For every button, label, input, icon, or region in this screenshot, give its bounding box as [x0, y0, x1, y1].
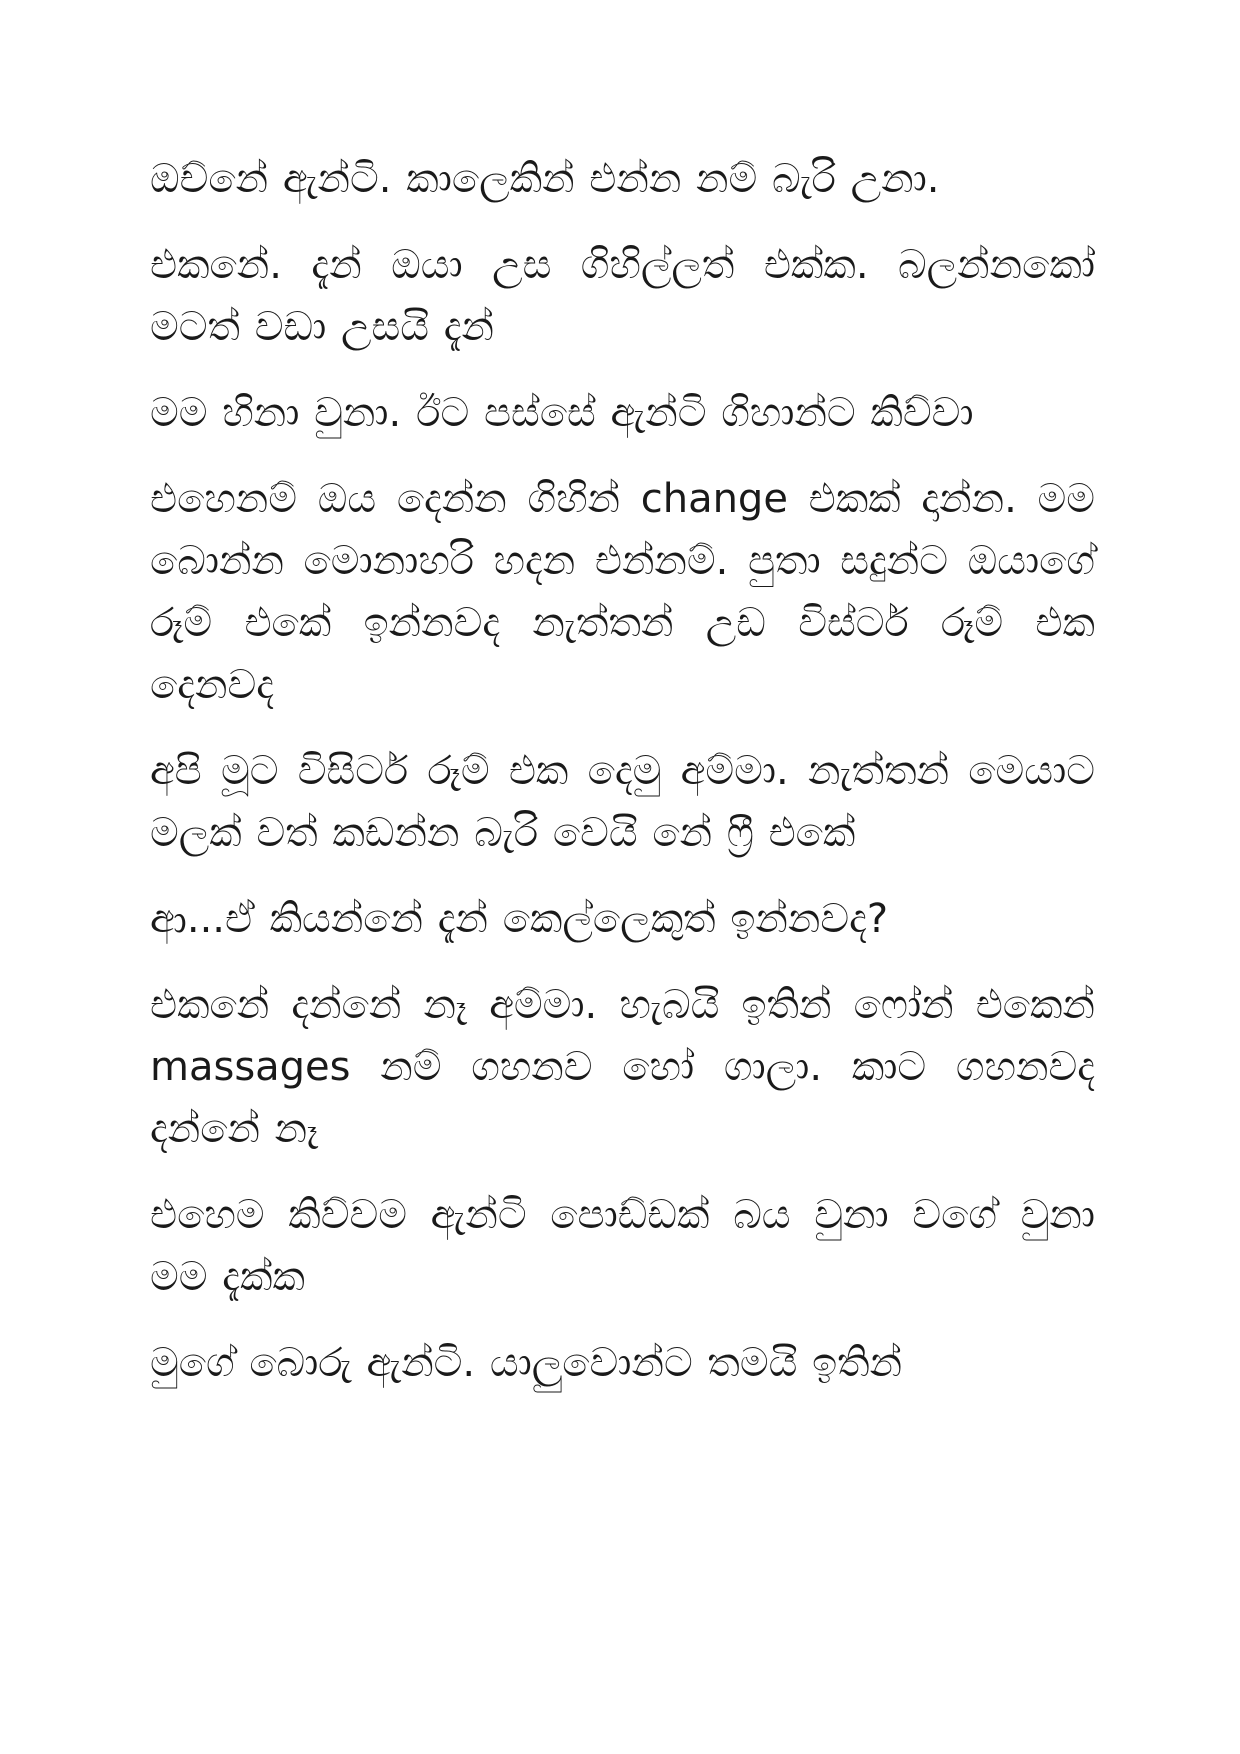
- paragraph-4: එහෙනම් ඔය දෙන්න ගිහින් change එකක් දාන්න. මම බොන්න මොනාහරි හදන එන්නම්. පුතා සදුන්ට ඔයාගේ රූම් එකේ ඉන්නවද නැත්තන් උඩ විස්ටර් රූම් එක දෙනවද: [150, 476, 1095, 708]
- story-text: [150, 148, 1095, 1394]
- paragraph-5: අපි මූට විසිටර් රූම් එක දෙමු අම්මා. නැත්තන් මෙයාට මලක් වත් කඩන්න බැරි වෙයි නේ ෆ්‍රී එකේ: [150, 748, 1095, 856]
- paragraph-3: මම හිනා වුනා. ඊට පස්සේ ඇන්ටි ගිහාන්ට කිව්වා: [150, 390, 974, 436]
- paragraph-7: එකනේ දන්නේ නෑ අම්මා. හැබයි ඉතින් ෆෝන් එකෙන් massages නම් ගහනව හෝ ගාලා. කාට ගහනවද දන්නේ නෑ: [150, 982, 1095, 1152]
- paragraph-9: මුගේ බොරු ඇන්ටි. යාලුවොන්ට තමයි ඉතින්: [150, 1340, 903, 1386]
- paragraph-8: එහෙම කිව්වම ඇන්ටි පොඩ්ඩක් බය වුනා වගේ වුනා මම දැක්ක: [150, 1192, 1095, 1300]
- paragraph-1: ඔච්නේ ඇන්ටි. කාලෙකින් එන්න නම් බැරි උනා.: [150, 156, 940, 202]
- paragraph-2: එකනේ. දැන් ඔයා උස ගිහිල්ලත් එක්ක. බලන්නකෝ මටත් වඩා උසයි දැන්: [150, 242, 1095, 350]
- paragraph-6: ආ...ඒ කියන්නේ දැන් කෙල්ලෙකුත් ඉන්නවද?: [150, 896, 889, 942]
